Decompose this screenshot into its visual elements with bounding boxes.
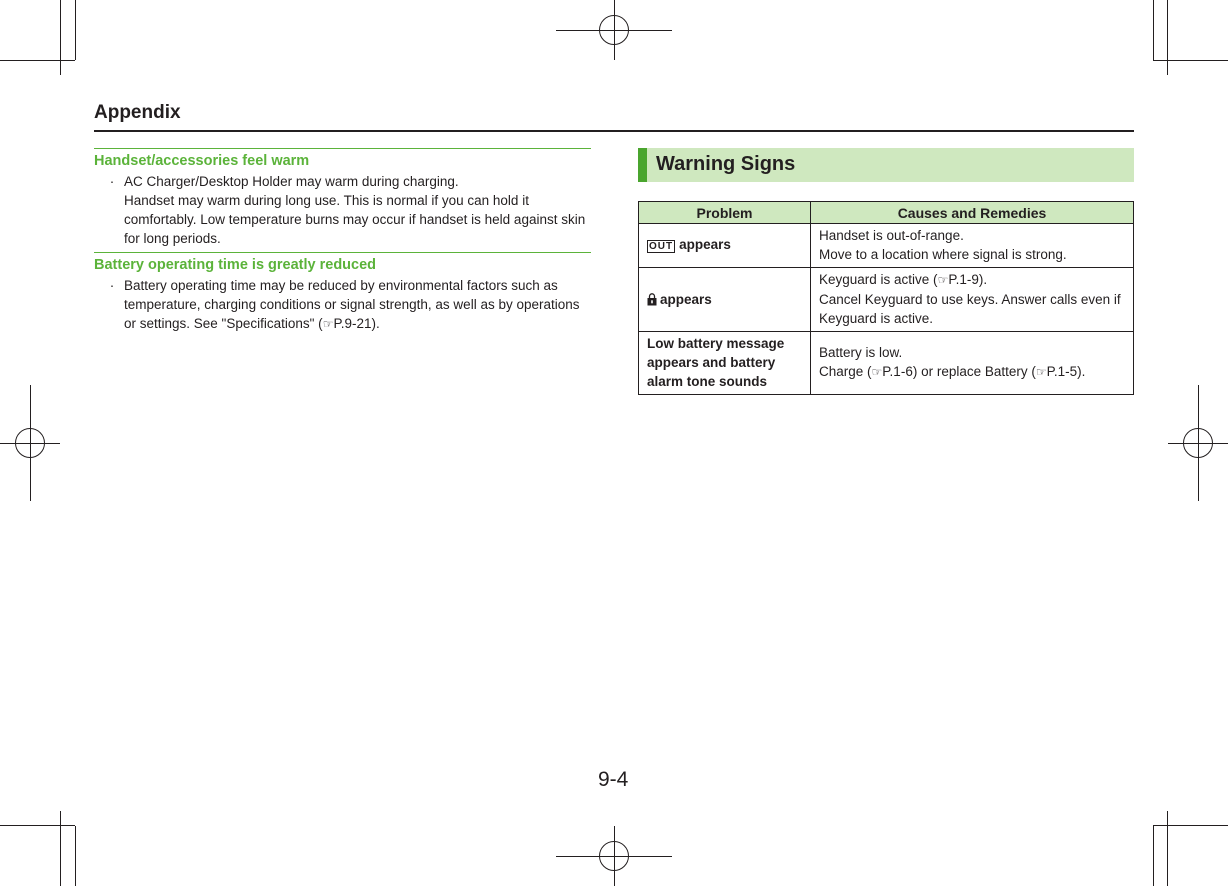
out-of-range-icon: OUT bbox=[649, 240, 674, 252]
section-warm bbox=[94, 148, 591, 248]
table-header-row bbox=[639, 202, 1134, 224]
body-line: AC Charger/Desktop Holder may warm during charging. bbox=[124, 174, 459, 189]
remedy-cell: Battery is low. Charge (☞P.1-6) or replace Battery (☞P.1-5). bbox=[811, 332, 1134, 395]
table-row bbox=[639, 268, 1134, 332]
body-line: Battery operating time may be reduced by environmental factors such as temperature, charging conditions or signal strength, as well as by operations or settings. See "Specifications" (☞P.9-21). bbox=[124, 278, 580, 331]
body-line: Handset may warm during long use. This is normal if you can hold it comfortably. Low temperature burns may occur if handset is held against skin for long periods. bbox=[124, 193, 586, 246]
page-reference-icon: ☞ bbox=[1035, 365, 1047, 379]
table-row bbox=[639, 224, 1134, 268]
bullet: · bbox=[109, 174, 115, 189]
page-title: Appendix bbox=[94, 102, 181, 123]
column-header-causes: Causes and Remedies bbox=[811, 202, 1134, 224]
warning-signs-table bbox=[638, 201, 1134, 395]
page-reference-icon: ☞ bbox=[937, 273, 949, 287]
remedy-cell: Handset is out-of-range. Move to a location where signal is strong. bbox=[811, 224, 1134, 268]
warning-signs-title: Warning Signs bbox=[656, 153, 796, 175]
troubleshooting-notes bbox=[94, 148, 591, 338]
problem-cell: Low battery message appears and battery alarm tone sounds bbox=[639, 332, 811, 395]
page-reference-icon: ☞ bbox=[322, 317, 334, 331]
page-header bbox=[94, 100, 1134, 132]
remedy-cell: Keyguard is active (☞P.1-9). Cancel Keyguard to use keys. Answer calls even if Keyguard is active. bbox=[811, 268, 1134, 332]
page-reference-icon: ☞ bbox=[871, 365, 883, 379]
keyguard-lock-icon bbox=[647, 293, 657, 306]
warning-signs-heading bbox=[638, 148, 1134, 182]
section-title: Handset/accessories feel warm bbox=[94, 153, 310, 169]
section-title: Battery operating time is greatly reduced bbox=[94, 257, 377, 273]
section-battery bbox=[94, 252, 591, 334]
column-header-problem: Problem bbox=[639, 202, 811, 224]
table-row bbox=[639, 332, 1134, 395]
bullet: · bbox=[109, 278, 115, 293]
problem-cell: OUT appears bbox=[639, 224, 811, 268]
page-number: 9-4 bbox=[598, 768, 629, 791]
problem-cell: appears bbox=[639, 268, 811, 332]
heading-accent-bar bbox=[638, 148, 647, 182]
page-reference: P.9-21). bbox=[333, 316, 380, 331]
